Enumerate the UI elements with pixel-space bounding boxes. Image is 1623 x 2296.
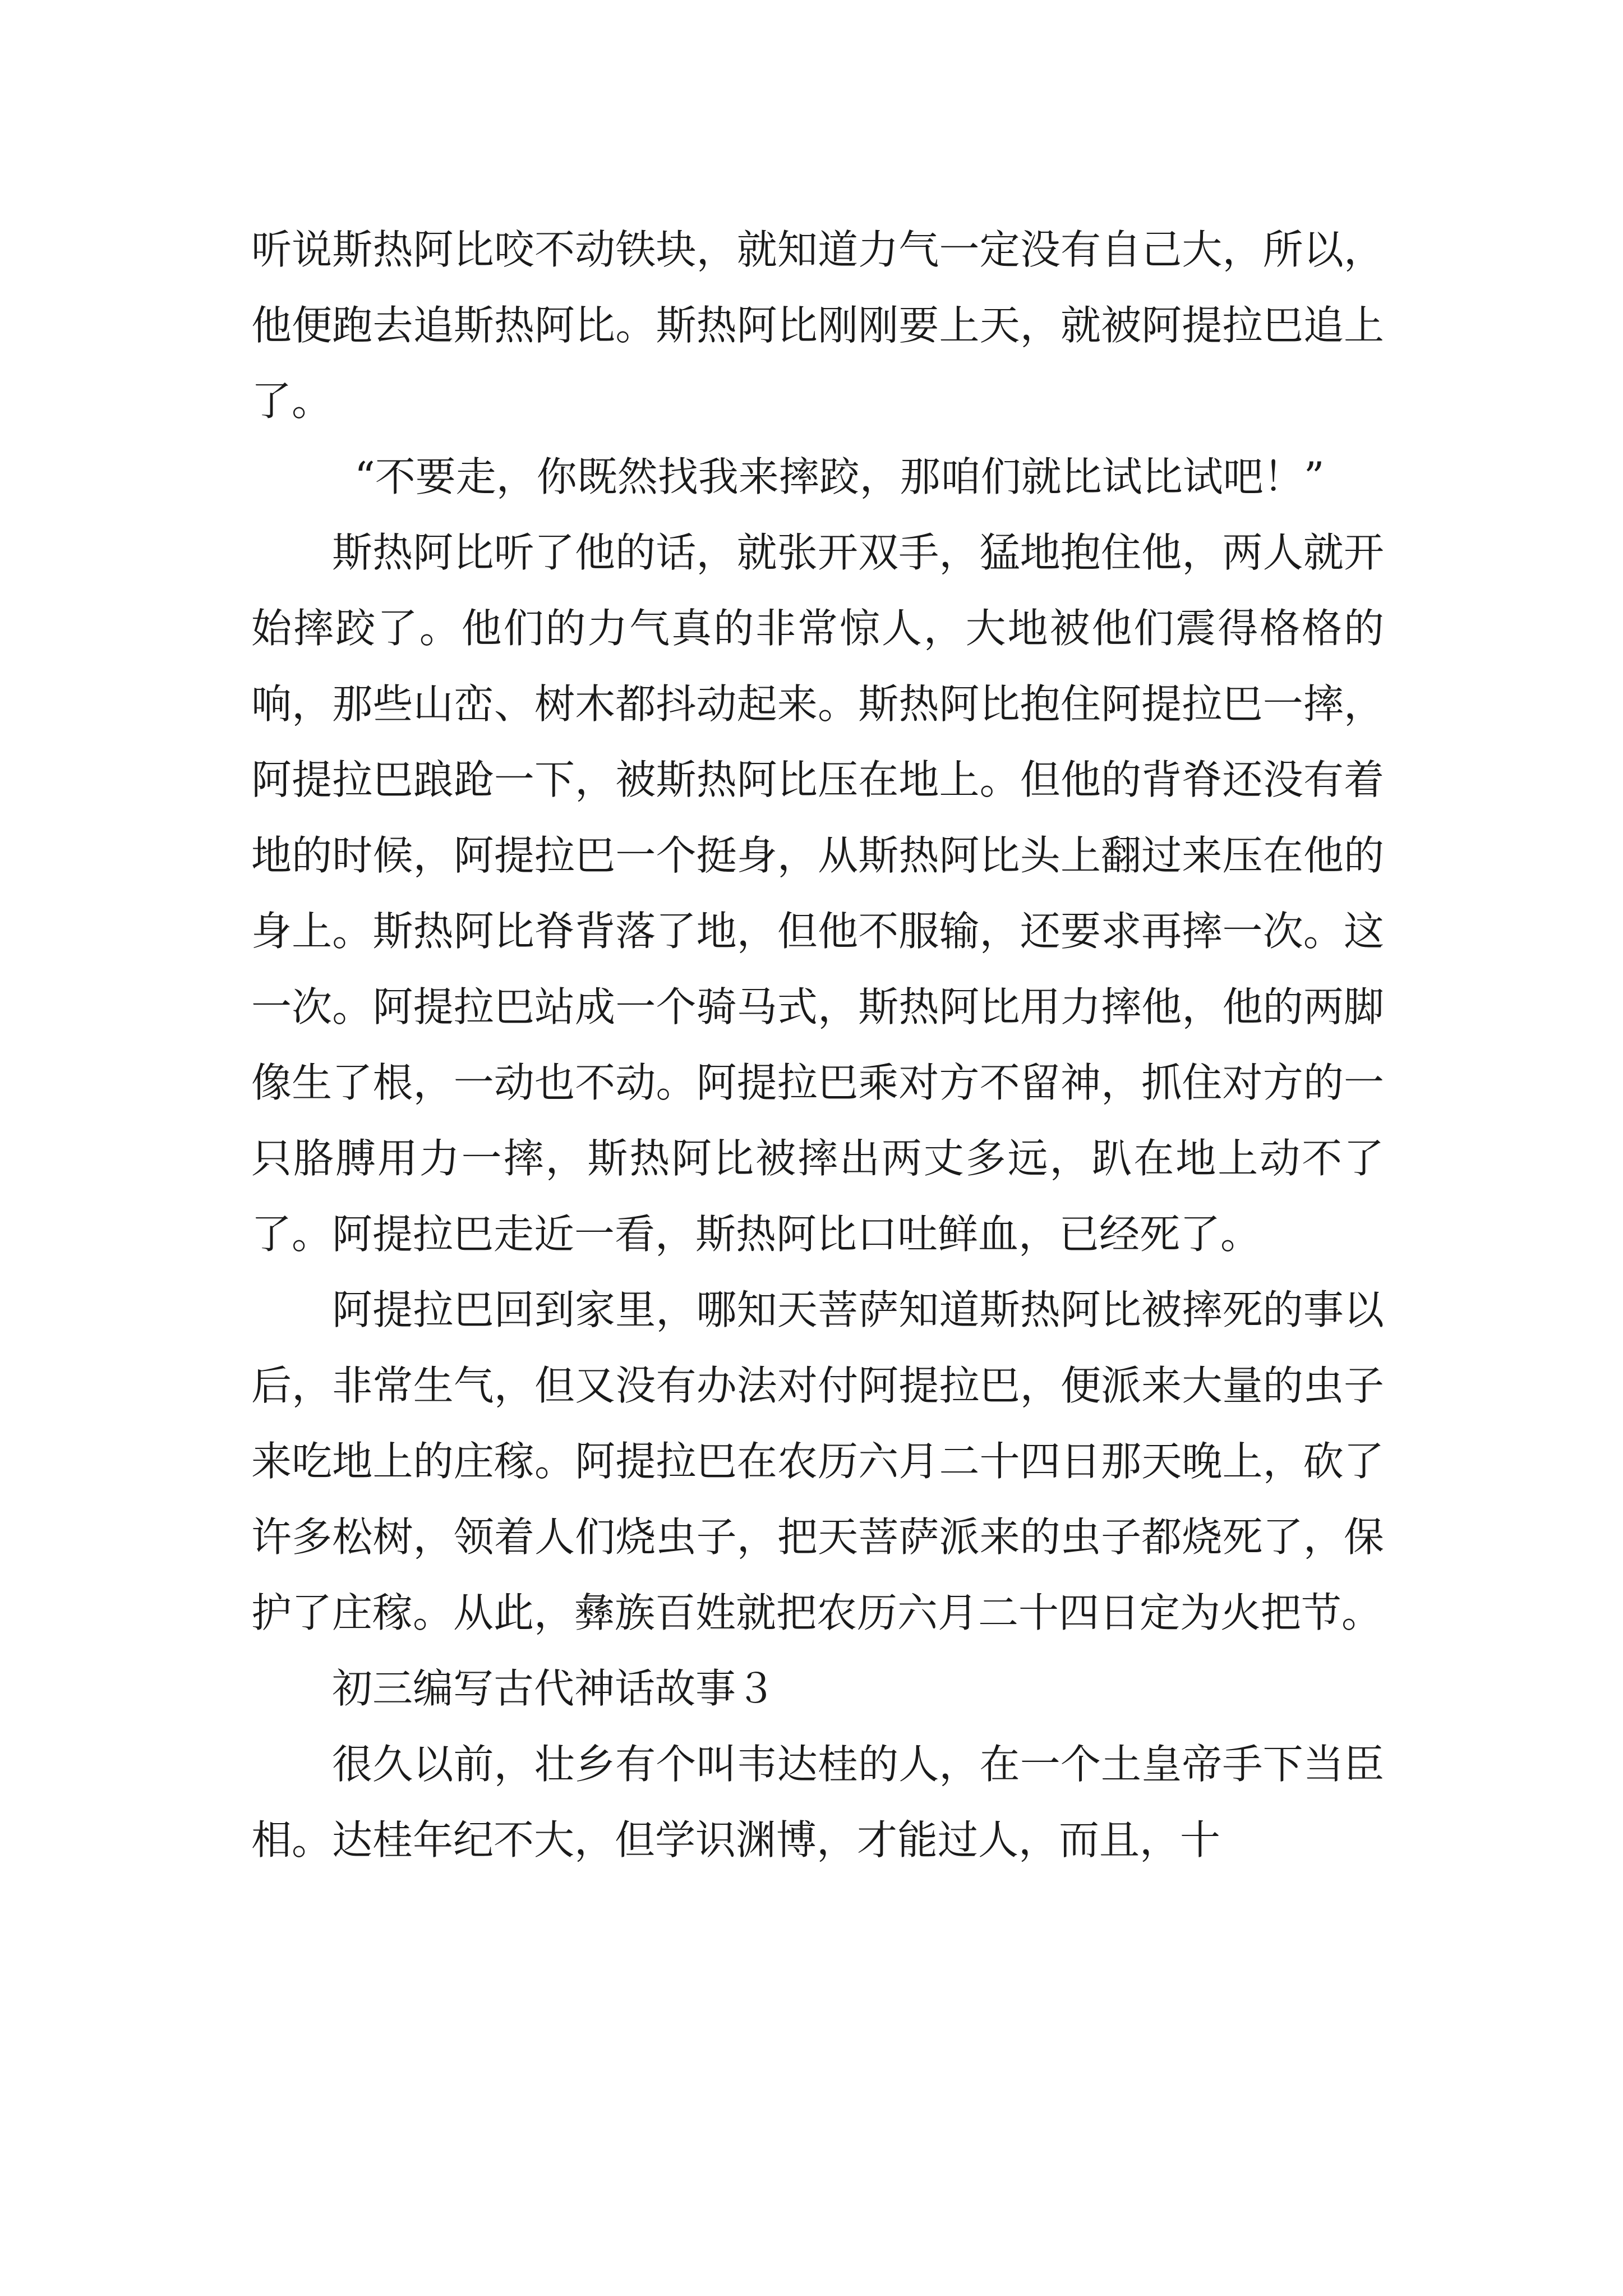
paragraph-torch-festival: 阿提拉巴回到家里，哪知天菩萨知道斯热阿比被摔死的事以后，非常生气，但又没有办法对付阿提拉巴，便派来大量的虫子来吃地上的庄稼。阿提拉巴在农历六月二十四日那天晚上，砍了许多松树，领着人们烧虫子，把天菩萨派来的虫子都烧死了，保护了庄稼。从此，彝族百姓就把农历六月二十四日定为火把节。	[251, 1286, 1384, 1636]
paragraph-continuation: 听说斯热阿比咬不动铁块，就知道力气一定没有自己大，所以，他便跑去追斯热阿比。斯热阿比刚刚要上天，就被阿提拉巴追上了。	[251, 226, 1384, 425]
paragraph-quote: “不要走，你既然找我来摔跤，那咱们就比试比试吧！”	[354, 453, 1325, 500]
paragraph-story-three: 很久以前，壮乡有个叫韦达桂的人，在一个土皇帝手下当臣相。达桂年纪不大，但学识渊博，才能过人，而且，十	[251, 1741, 1384, 1864]
paragraph-wrestling: 斯热阿比听了他的话，就张开双手，猛地抱住他，两人就开始摔跤了。他们的力气真的非常惊人，大地被他们震得格格的响，那些山峦、树木都抖动起来。斯热阿比抱住阿提拉巴一摔，阿提拉巴踉跄一下，被斯热阿比压在地上。但他的背脊还没有着地的时候，阿提拉巴一个挺身，从斯热阿比头上翻过来压在他的身上。斯热阿比脊背落了地，但他不服输，还要求再摔一次。这一次。阿提拉巴站成一个骑马式，斯热阿比用力摔他，他的两脚像生了根，一动也不动。阿提拉巴乘对方不留神，抓住对方的一只胳膊用力一摔，斯热阿比被摔出两丈多远，趴在地上动不了了。阿提拉巴走近一看，斯热阿比口吐鲜血，已经死了。	[251, 529, 1384, 1258]
section-heading: 初三编写古代神话故事３	[332, 1665, 777, 1712]
document-body	[251, 212, 1384, 1878]
